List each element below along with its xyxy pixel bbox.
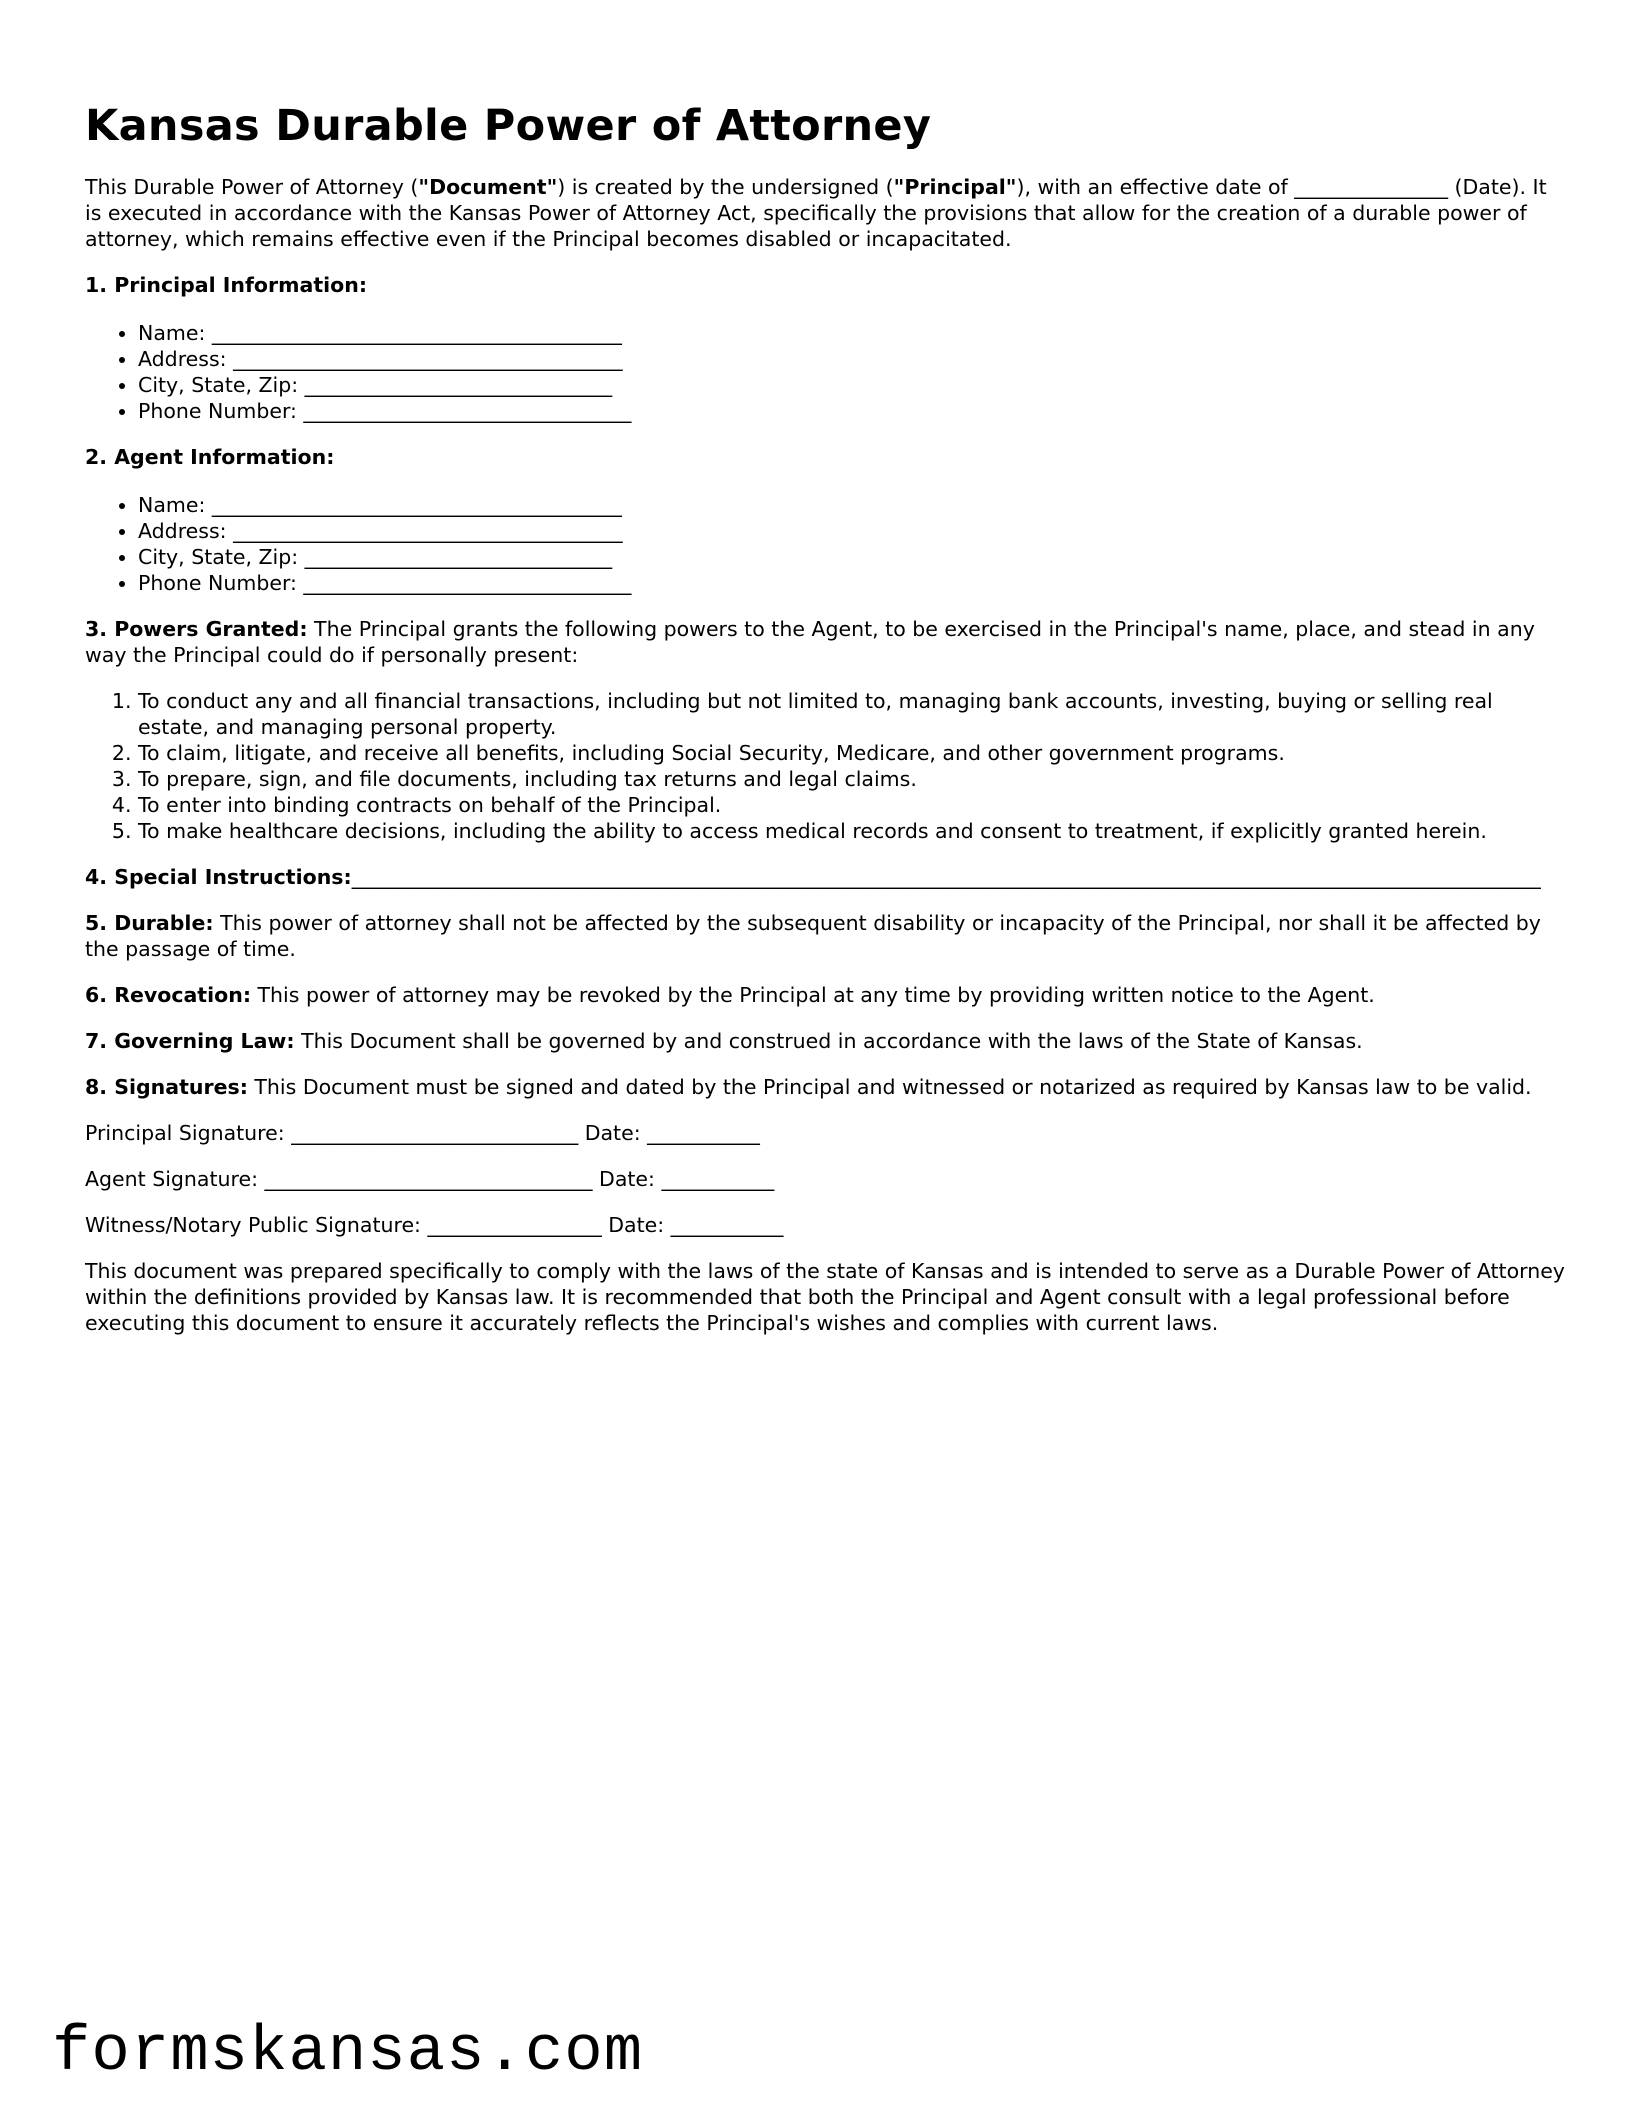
durable-paragraph [85,910,1565,962]
intro-text-3: ), with an effective date of _______________ (Date). It is executed in accordance with the Kansas Power of Attorney Act, specifically the provisions that allow for the creation of a durable power of attorney, which remains effective even if the Principal becomes disabled or incapacitated. [85,175,1547,251]
intro-paragraph [85,174,1565,252]
signatures-text: This Document must be signed and dated by the Principal and witnessed or notarized as required by Kansas law to be valid. [247,1075,1532,1099]
agent-address-field: • Address: ______________________________________ [138,518,1565,544]
governing-law-paragraph [85,1028,1565,1054]
closing-paragraph: This document was prepared specifically to comply with the laws of the state of Kansas and is intended to serve as a Durable Power of Attorney within the definitions provided by Kansas law. It is recommended that both the Principal and Agent consult with a legal professional before executing this document to ensure it accurately reflects the Principal's wishes and complies with current laws. [85,1259,1565,1335]
revocation-heading: 6. Revocation: [85,983,252,1007]
principal-term: "Principal" [893,175,1017,199]
agent-phone-field: • Phone Number: ________________________________ [138,570,1565,596]
special-instructions-line: ____________________________________________________________________________________________________________________ [351,865,1541,889]
governing-law-heading: 7. Governing Law: [85,1029,295,1053]
principal-address-field: • Address: ______________________________________ [138,346,1565,372]
document-title: Kansas Durable Power of Attorney [85,101,932,151]
power-item: 5. To make healthcare decisions, including the ability to access medical records and consent to treatment, if explicitly granted herein. [138,818,1565,844]
governing-law-text: This Document shall be governed by and construed in accordance with the laws of the State of Kansas. [294,1029,1363,1053]
principal-info-list [85,320,1565,424]
principal-name-field: • Name: ________________________________________ [138,320,1565,346]
special-instructions-heading: 4. Special Instructions: [85,865,352,889]
powers-paragraph [85,616,1565,668]
durable-text: This power of attorney shall not be affected by the subsequent disability or incapacity of the Principal, nor shall it be affected by the passage of time. [85,911,1541,961]
site-watermark: formskansas.com [52,2017,644,2089]
power-item: 3. To prepare, sign, and file documents, including tax returns and legal claims. [138,766,1565,792]
power-item: 2. To claim, litigate, and receive all benefits, including Social Security, Medicare, and other government programs. [138,740,1565,766]
agent-info-heading: 2. Agent Information: [85,445,335,469]
powers-text: The Principal grants the following powers to the Agent, to be exercised in the Principal's name, place, and stead in any way the Principal could do if personally present: [85,617,1535,667]
special-instructions [85,864,1565,890]
power-item: 4. To enter into binding contracts on behalf of the Principal. [138,792,1565,818]
agent-info-list [85,492,1565,596]
revocation-paragraph [85,982,1565,1008]
principal-signature-line: Principal Signature: ____________________________ Date: ___________ [85,1121,760,1145]
power-item: 1. To conduct any and all financial transactions, including but not limited to, managing bank accounts, investing, buying or selling real estate, and managing personal property. [138,688,1565,740]
durable-heading: 5. Durable: [85,911,214,935]
document-term: "Document" [418,175,558,199]
witness-signature-line: Witness/Notary Public Signature: _________________ Date: ___________ [85,1213,784,1237]
principal-city-state-zip-field: • City, State, Zip: ______________________________ [138,372,1565,398]
intro-text-1: This Durable Power of Attorney ( [85,175,419,199]
principal-info-heading: 1. Principal Information: [85,273,368,297]
powers-heading: 3. Powers Granted: [85,617,308,641]
agent-name-field: • Name: ________________________________________ [138,492,1565,518]
principal-phone-field: • Phone Number: ________________________________ [138,398,1565,424]
intro-text-2: ) is created by the undersigned ( [557,175,894,199]
revocation-text: This power of attorney may be revoked by the Principal at any time by providing written notice to the Agent. [251,983,1375,1007]
signatures-heading: 8. Signatures: [85,1075,248,1099]
document-page [85,100,1565,1356]
agent-city-state-zip-field: • City, State, Zip: ______________________________ [138,544,1565,570]
agent-signature-line: Agent Signature: ________________________________ Date: ___________ [85,1167,775,1191]
powers-list [85,688,1565,844]
signatures-paragraph [85,1074,1565,1100]
